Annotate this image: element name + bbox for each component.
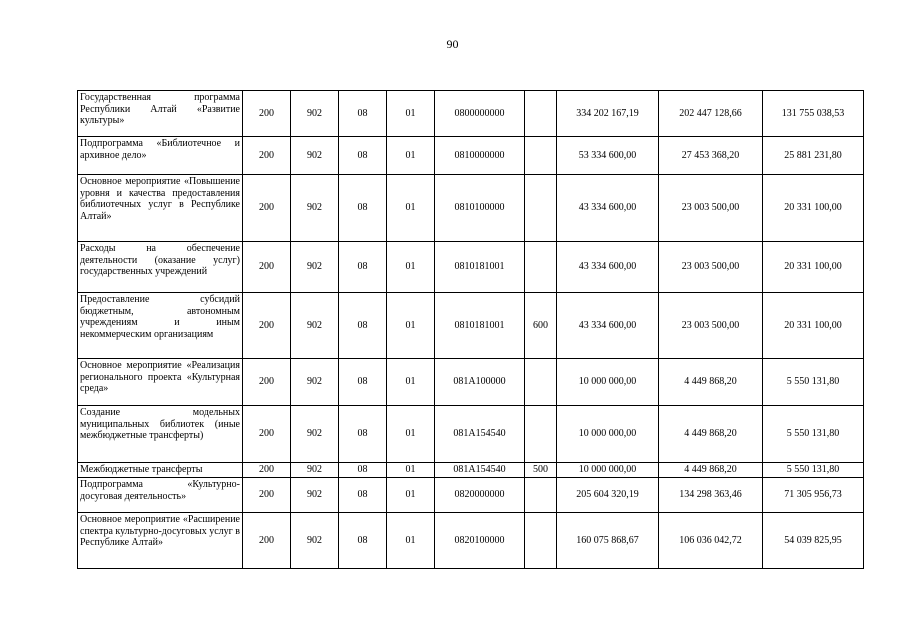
amount-total: 160 075 868,67 [557,513,659,569]
amount-total: 43 334 600,00 [557,293,659,359]
row-name: Межбюджетные трансферты [78,463,243,478]
target-article-code: 0800000000 [435,91,525,137]
target-article-code: 0820000000 [435,478,525,513]
admin-code: 200 [243,137,291,175]
amount-3: 5 550 131,80 [763,463,864,478]
amount-2: 23 003 500,00 [659,242,763,293]
row-name: Создание модельных муниципальных библиотек (иные межбюджетные трансферты) [78,406,243,463]
section-code: 08 [339,406,387,463]
amount-3: 25 881 231,80 [763,137,864,175]
amount-3: 5 550 131,80 [763,359,864,406]
amount-total: 205 604 320,19 [557,478,659,513]
target-article-code: 0820100000 [435,513,525,569]
table-row [78,91,864,137]
table-row [78,513,864,569]
grbs-code: 902 [291,406,339,463]
expense-type-code [525,175,557,242]
amount-2: 4 449 868,20 [659,359,763,406]
subsection-code: 01 [387,137,435,175]
table-row [78,406,864,463]
amount-3: 131 755 038,53 [763,91,864,137]
row-name: Основное мероприятие «Реализация регионального проекта «Культурная среда» [78,359,243,406]
target-article-code: 0810181001 [435,242,525,293]
grbs-code: 902 [291,478,339,513]
amount-2: 4 449 868,20 [659,463,763,478]
subsection-code: 01 [387,478,435,513]
grbs-code: 902 [291,463,339,478]
subsection-code: 01 [387,242,435,293]
subsection-code: 01 [387,293,435,359]
expense-type-code [525,513,557,569]
admin-code: 200 [243,359,291,406]
section-code: 08 [339,175,387,242]
amount-total: 43 334 600,00 [557,175,659,242]
admin-code: 200 [243,91,291,137]
section-code: 08 [339,478,387,513]
expense-type-code [525,406,557,463]
amount-total: 10 000 000,00 [557,406,659,463]
amount-3: 71 305 956,73 [763,478,864,513]
section-code: 08 [339,463,387,478]
admin-code: 200 [243,293,291,359]
expense-type-code [525,91,557,137]
grbs-code: 902 [291,359,339,406]
amount-3: 5 550 131,80 [763,406,864,463]
amount-3: 20 331 100,00 [763,242,864,293]
budget-table [77,90,864,569]
row-name: Расходы на обеспечение деятельности (оказание услуг) государственных учреждений [78,242,243,293]
grbs-code: 902 [291,293,339,359]
section-code: 08 [339,513,387,569]
page-number: 90 [446,37,459,51]
row-name: Подпрограмма «Культурно-досуговая деятельность» [78,478,243,513]
amount-2: 4 449 868,20 [659,406,763,463]
expense-type-code [525,478,557,513]
target-article-code: 0810181001 [435,293,525,359]
admin-code: 200 [243,242,291,293]
amount-2: 23 003 500,00 [659,175,763,242]
subsection-code: 01 [387,359,435,406]
amount-3: 20 331 100,00 [763,175,864,242]
expense-type-code [525,137,557,175]
target-article-code: 0810000000 [435,137,525,175]
amount-2: 106 036 042,72 [659,513,763,569]
grbs-code: 902 [291,513,339,569]
amount-2: 27 453 368,20 [659,137,763,175]
subsection-code: 01 [387,406,435,463]
row-name: Основное мероприятие «Повышение уровня и качества предоставления библиотечных услуг в Республике Алтай» [78,175,243,242]
amount-3: 54 039 825,95 [763,513,864,569]
amount-total: 43 334 600,00 [557,242,659,293]
expense-type-code: 600 [525,293,557,359]
table-row [78,293,864,359]
row-name: Предоставление субсидий бюджетным, автономным учреждениям и иным некоммерческим организациям [78,293,243,359]
expense-type-code [525,242,557,293]
grbs-code: 902 [291,242,339,293]
subsection-code: 01 [387,175,435,242]
section-code: 08 [339,137,387,175]
grbs-code: 902 [291,175,339,242]
row-name: Подпрограмма «Библиотечное и архивное дело» [78,137,243,175]
section-code: 08 [339,359,387,406]
table-row [78,242,864,293]
subsection-code: 01 [387,91,435,137]
row-name: Государственная программа Республики Алтай «Развитие культуры» [78,91,243,137]
section-code: 08 [339,242,387,293]
table-row [78,137,864,175]
target-article-code: 081A100000 [435,359,525,406]
admin-code: 200 [243,406,291,463]
admin-code: 200 [243,513,291,569]
subsection-code: 01 [387,513,435,569]
table-row [78,175,864,242]
amount-total: 10 000 000,00 [557,463,659,478]
expense-type-code: 500 [525,463,557,478]
admin-code: 200 [243,463,291,478]
grbs-code: 902 [291,91,339,137]
amount-total: 10 000 000,00 [557,359,659,406]
table-row [78,463,864,478]
admin-code: 200 [243,175,291,242]
amount-2: 202 447 128,66 [659,91,763,137]
target-article-code: 081A154540 [435,406,525,463]
amount-total: 334 202 167,19 [557,91,659,137]
section-code: 08 [339,91,387,137]
subsection-code: 01 [387,463,435,478]
amount-2: 134 298 363,46 [659,478,763,513]
table-row [78,478,864,513]
target-article-code: 0810100000 [435,175,525,242]
section-code: 08 [339,293,387,359]
amount-3: 20 331 100,00 [763,293,864,359]
table-row [78,359,864,406]
grbs-code: 902 [291,137,339,175]
target-article-code: 081A154540 [435,463,525,478]
amount-2: 23 003 500,00 [659,293,763,359]
expense-type-code [525,359,557,406]
admin-code: 200 [243,478,291,513]
row-name: Основное мероприятие «Расширение спектра культурно-досуговых услуг в Республике Алтай» [78,513,243,569]
amount-total: 53 334 600,00 [557,137,659,175]
